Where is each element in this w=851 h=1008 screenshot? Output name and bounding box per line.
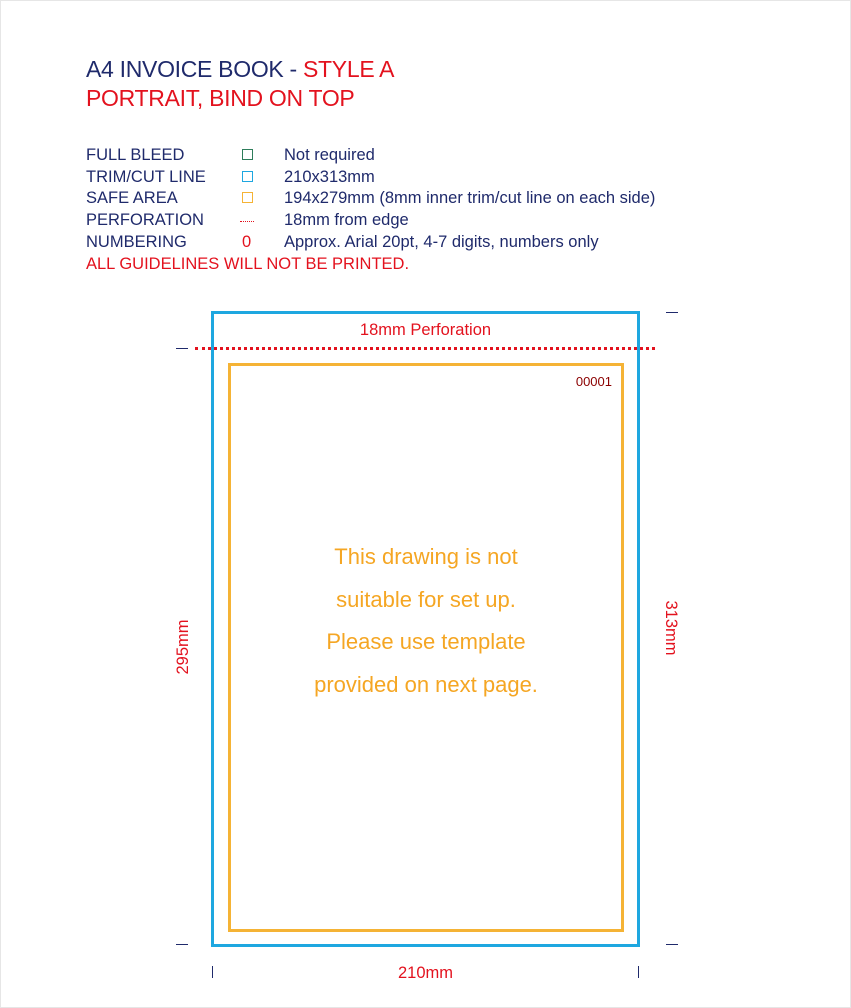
notice-line: suitable for set up. [336,587,516,612]
dimension-tick [176,348,188,349]
notice-line: provided on next page. [314,672,538,697]
number-sample: 00001 [575,374,612,389]
numbering-symbol: 0 [242,233,252,251]
square-icon [239,187,257,209]
spec-label: NUMBERING [86,233,187,251]
dimension-tick [176,944,188,945]
notice-line: This drawing is not [334,544,518,569]
spec-desc: 210x313mm [284,168,375,186]
spec-label: PERFORATION [86,211,204,229]
spec-label: SAFE AREA [86,189,178,207]
spec-desc: Approx. Arial 20pt, 4-7 digits, numbers only [284,233,599,251]
spec-desc: 194x279mm (8mm inner trim/cut line on each side) [284,189,656,207]
dimension-width: 210mm [397,964,454,982]
spec-label: TRIM/CUT LINE [86,168,206,186]
page-title [86,55,394,83]
title-product: A4 INVOICE BOOK - [86,56,303,82]
page-subtitle: PORTRAIT, BIND ON TOP [86,85,355,111]
dotted-line-icon [239,209,257,231]
perforation-label: 18mm Perforation [359,321,492,339]
square-icon [239,144,257,166]
dimension-height-right: 313mm [662,600,680,656]
dimension-tick [666,944,678,945]
spec-desc: 18mm from edge [284,211,409,229]
guideline-warning: ALL GUIDELINES WILL NOT BE PRINTED. [86,255,410,273]
square-icon [239,166,257,188]
spec-label: FULL BLEED [86,146,185,164]
perforation-line [195,347,655,350]
title-style: STYLE A [303,56,395,82]
dimension-height-left: 295mm [174,619,192,675]
notice-line: Please use template [326,629,526,654]
dimension-tick [666,312,678,313]
spec-desc: Not required [284,146,375,164]
